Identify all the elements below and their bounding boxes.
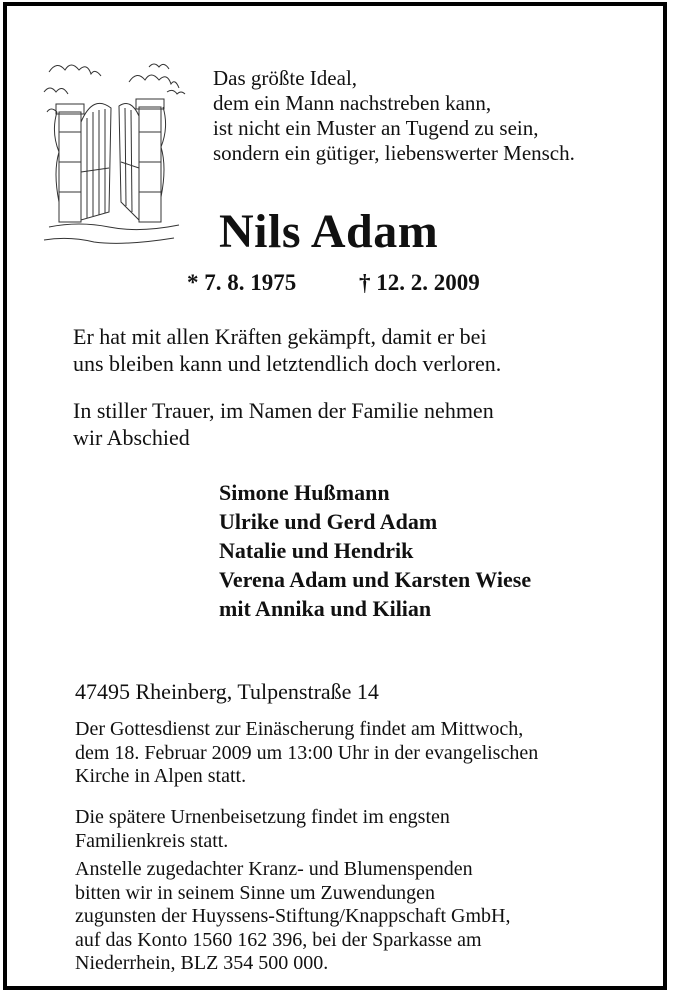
mourner-name: Verena Adam und Karsten Wiese — [219, 567, 532, 592]
service-line: dem 18. Februar 2009 um 13:00 Uhr in der evangelischen — [75, 741, 539, 764]
mourner-name: mit Annika und Kilian — [219, 596, 432, 621]
mourner-name: Natalie und Hendrik — [219, 538, 414, 563]
obituary-notice — [3, 2, 667, 990]
burial-line: Die spätere Urnenbeisetzung findet im engsten — [75, 806, 450, 828]
service-line: Der Gottesdienst zur Einäscherung findet am Mittwoch, — [75, 718, 524, 740]
mourning-line: wir Abschied — [73, 425, 190, 450]
mourning-line: In stiller Trauer, im Namen der Familie nehmen — [73, 398, 494, 423]
service-line: Kirche in Alpen statt. — [75, 765, 247, 787]
garden-gate-icon — [39, 52, 189, 252]
mourners-list — [219, 478, 531, 623]
birth-date: * 7. 8. 1975 — [187, 270, 297, 295]
donation-line: auf das Konto 1560 162 396, bei der Sparkasse am — [75, 928, 482, 951]
donation-line: zugunsten der Huyssens-Stiftung/Knappschaft GmbH, — [75, 905, 511, 927]
tribute-line: uns bleiben kann und letztendlich doch verloren. — [73, 351, 502, 376]
death-date: † 12. 2. 2009 — [359, 270, 480, 295]
quote-line: dem ein Mann nachstreben kann, — [213, 91, 492, 115]
donation-info — [75, 858, 511, 976]
donation-line: Anstelle zugedachter Kranz- und Blumenspenden — [75, 858, 473, 880]
burial-line: Familienkreis statt. — [75, 829, 229, 852]
quote-line: ist nicht ein Muster an Tugend zu sein, — [213, 116, 539, 140]
tribute-paragraph — [73, 323, 501, 377]
donation-line: Niederrhein, BLZ 354 500 000. — [75, 952, 329, 974]
quote-line: sondern ein gütiger, liebenswerter Mensch. — [213, 141, 575, 165]
tribute-line: Er hat mit allen Kräften gekämpft, damit er bei — [73, 324, 487, 349]
deceased-name: Nils Adam — [219, 205, 439, 258]
memorial-quote — [213, 66, 575, 166]
burial-info — [75, 806, 450, 853]
mourner-name: Simone Hußmann — [219, 480, 390, 505]
mourner-name: Ulrike und Gerd Adam — [219, 509, 438, 534]
service-info — [75, 718, 538, 789]
donation-line: bitten wir in seinem Sinne um Zuwendungen — [75, 881, 435, 904]
mourning-paragraph — [73, 397, 494, 451]
family-address: 47495 Rheinberg, Tulpenstraße 14 — [75, 679, 379, 704]
quote-line: Das größte Ideal, — [213, 66, 358, 90]
